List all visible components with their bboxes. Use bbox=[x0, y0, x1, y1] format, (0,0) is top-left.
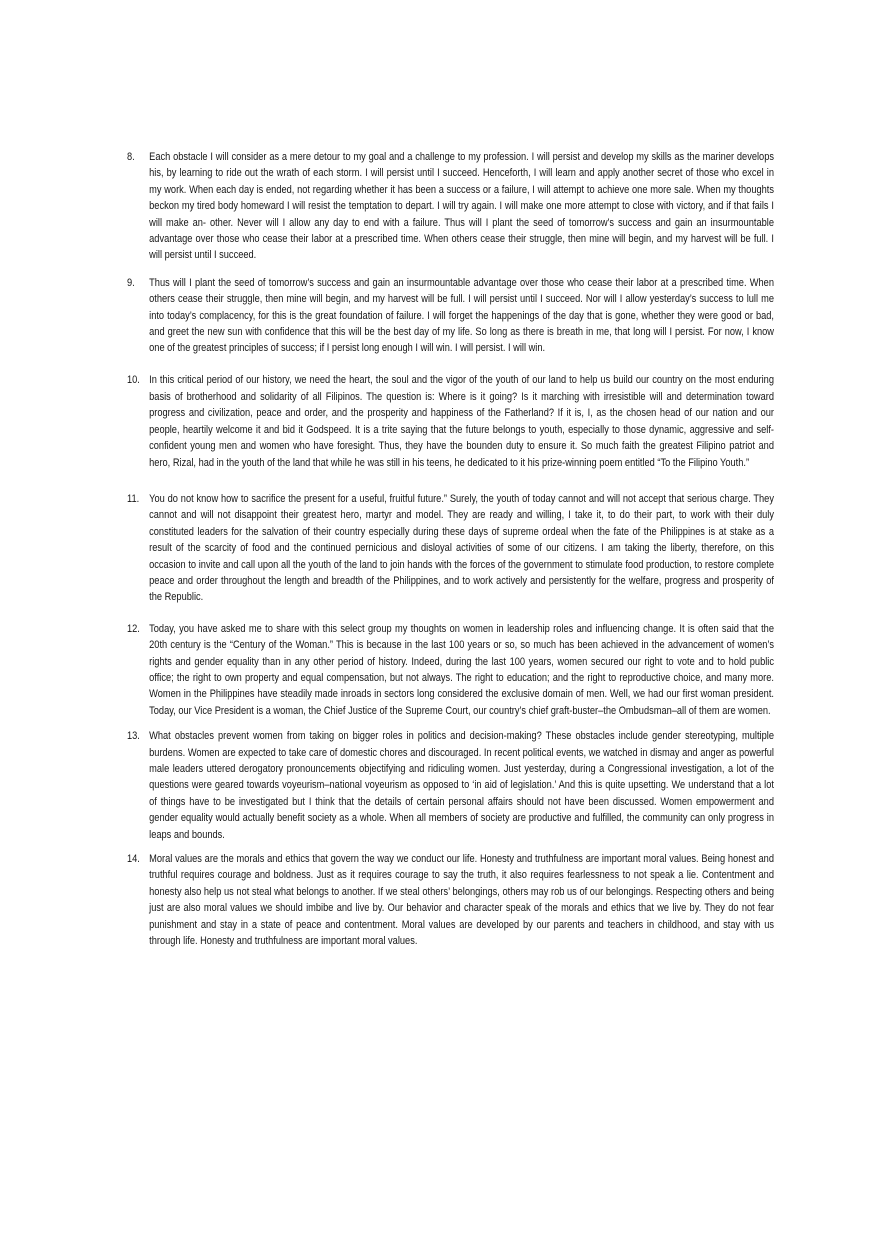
paragraph-text: In this critical period of our history, we need the heart, the soul and the vigor of the youth of our land to help us build our country on the most enduring basis of brotherhood and solidarity of all Filipinos. The question is: Where is it going? Is it marching with irresistible will and determination toward progress and civilization, peace and order, and the prosperity and happiness of the Fatherland? If it is, I, as the chosen head of our nation and our people, heartily welcome it and bid it Godspeed. It is a trite saying that the future belongs to youth, especially to those dynamic, aggressive and self-confident young men and women who have foresight. Thus, they have the bounden duty to ensure it. So much faith the greatest Filipino patriot and hero, Rizal, had in the youth of the land that while he was still in his teens, he dedicated to it his prize-winning poem entitled “To the Filipino Youth.” bbox=[149, 374, 774, 469]
paragraph-number: 13. bbox=[127, 730, 140, 743]
paragraph-number: 14. bbox=[127, 853, 140, 866]
paragraph-number: 12. bbox=[127, 622, 140, 635]
paragraph-number: 10. bbox=[127, 374, 140, 387]
paragraph-number: 8. bbox=[127, 151, 135, 163]
paragraph-text: You do not know how to sacrifice the present for a useful, fruitful future.” Surely, the youth of today cannot and will not accept that serious charge. They cannot and will not disappoint their greatest hero, martyr and model. They are ready and willing, I take it, to do their part, to work with their duly constituted leaders for the salvation of their country especially during these days of supreme ordeal when the fate of the Philippines is at stake as a result of the scarcity of food and the continued pernicious and disloyal activities of some of our citizens. I am taking the liberty, therefore, on this occasion to invite and call upon all the youth of the land to join hands with the forces of the government to stimulate food production, to restore complete peace and order throughout the length and breadth of the Philippines, and to work actively and persistently for the welfare, progress and prosperity of the Republic. bbox=[149, 492, 774, 604]
paragraph-item bbox=[127, 491, 774, 606]
paragraph-item bbox=[127, 372, 774, 470]
paragraph-text: Thus will I plant the seed of tomorrow’s success and gain an insurmountable advantage over those who cease their labor at a prescribed time. When others cease their struggle, then mine will begin, and my harvest will be full. I will persist until I succeed. Nor will I allow yesterday’s success to lull me into today’s complacency, for this is the great foundation of failure. I will forget the happenings of the day that is gone, whether they were good or bad, and greet the new sun with confidence that this will be the best day of my life. So long as there is breath in me, that long will I persist. For now, I know one of the greatest principles of success; if I persist long enough I will win. I will persist. I will win. bbox=[149, 276, 774, 355]
paragraph-text: Each obstacle I will consider as a mere detour to my goal and a challenge to my profession. I will persist and develop my skills as the mariner develops his, by learning to ride out the wrath of each storm. I will persist until I succeed. Henceforth, I will learn and apply another secret of those who excel in my work. When each day is ended, not regarding whether it has been a success or a failure, I will attempt to achieve one more sale. When my thoughts beckon my tired body homeward I will resist the temptation to depart. I will try again. I will make one more attempt to close with victory, and if that fails I will make an- other. Never will I allow any day to end with a failure. Thus will I plant the seed of tomorrow’s success and gain an insurmountable advantage over those who cease their labor at a prescribed time. When others cease their struggle, then mine will begin, and my harvest will be full. I will persist until I succeed. bbox=[149, 151, 774, 262]
paragraph-item bbox=[127, 149, 774, 264]
paragraph-item bbox=[127, 275, 774, 357]
paragraph-text: Moral values are the morals and ethics that govern the way we conduct our life. Honesty and truthfulness are important moral values. Being honest and truthful requires courage and boldness. Just as it requires courage to say the truth, it also requires fearlessness to not speak a lie. Contentment and honesty also help us not steal what belongs to another. If we steal others’ belongings, others may rob us of our belongings. Respecting others and being just are also moral values we should imbibe and live by. Our behavior and character speak of the morals and ethics that we live by. They do not fear punishment and stay in a state of peace and contentment. Moral values are developed by our parents and teachers in childhood, and stay with us through life. Honesty and truthfulness are important moral values. bbox=[149, 853, 774, 948]
paragraph-number: 11. bbox=[127, 492, 140, 505]
numbered-paragraph-list bbox=[127, 149, 774, 949]
paragraph-text: What obstacles prevent women from taking on bigger roles in politics and decision-making? These obstacles include gender stereotyping, multiple burdens. Women are expected to take care of domestic chores and discouraged. In recent political events, we watched in dismay and anger as powerful male leaders uttered derogatory pronouncements objectifying and ridiculing women. Just yesterday, during a Congressional investigation, a lot of the questions were geared towards voyeurism–national voyeurism as opposed to ‘in aid of legislation.’ And this is quite upsetting. We understand that a lot of things have to be investigated but I think that the details of certain personal affairs should not have been discussed. Women empowerment and gender equality would actually benefit society as a whole. When all members of society are productive and fulfilled, the community can only progress in leaps and bounds. bbox=[149, 730, 774, 841]
paragraph-item bbox=[127, 621, 774, 719]
paragraph-text: Today, you have asked me to share with this select group my thoughts on women in leadership roles and influencing change. It is often said that the 20th century is the “Century of the Woman.” This is because in the last 100 years or so, so much has been achieved in the advancement of women’s rights and gender equality than in any other period of history. Indeed, during the last 100 years, women secured our right to vote and to hold public office; the right to own property and equal compensation, but not always. The right to education; and the right to reproductive choice, and many more. Women in the Philippines have steadily made inroads in sectors long considered the exclusive domain of men. Well, we had our first woman president. Today, our Vice President is a woman, the Chief Justice of the Supreme Court, our country’s chief graft-buster–the Ombudsman–all of them are women. bbox=[149, 622, 774, 717]
paragraph-item bbox=[127, 728, 774, 843]
paragraph-number: 9. bbox=[127, 276, 135, 289]
paragraph-item bbox=[127, 851, 774, 949]
